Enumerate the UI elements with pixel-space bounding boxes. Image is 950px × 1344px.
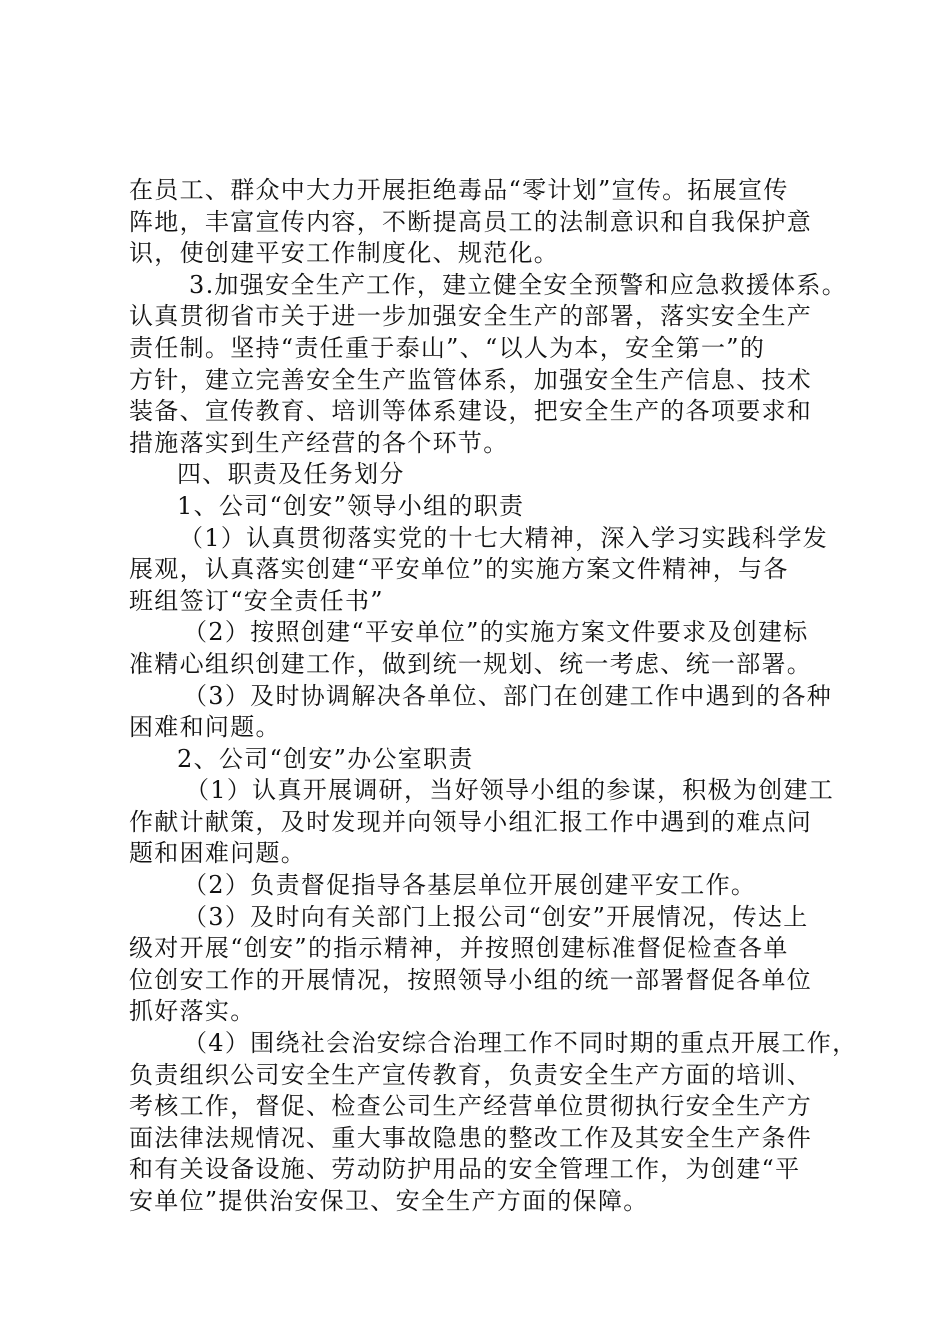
text-line: 面法律法规情况、重大事故隐患的整改工作及其安全生产条件 <box>129 1123 813 1152</box>
text-line: 责任制。坚持“责任重于泰山”、“以人为本，安全第一”的 <box>129 333 766 362</box>
list-item: （2）负责督促指导各基层单位开展创建平安工作。 <box>183 871 757 900</box>
text-line: 抓好落实。 <box>129 997 256 1026</box>
list-item: （3）及时协调解决各单位、部门在创建工作中遇到的各种 <box>183 681 833 710</box>
text-line: 识，使创建平安工作制度化、规范化。 <box>129 239 560 268</box>
text-line: 措施落实到生产经营的各个环节。 <box>129 428 509 457</box>
body-text <box>129 175 858 1218</box>
text-line: 展观，认真落实创建“平安单位”的实施方案文件精神，与各 <box>129 555 789 584</box>
list-item: （2）按照创建“平安单位”的实施方案文件要求及创建标 <box>183 618 809 647</box>
text-line: 困难和问题。 <box>129 713 281 742</box>
section-heading: 四、职责及任务划分 <box>177 460 405 489</box>
text-line: 装备、宣传教育、培训等体系建设，把安全生产的各项要求和 <box>129 397 813 426</box>
list-item: （1）认真贯彻落实党的十七大精神，深入学习实践科学发 <box>179 523 829 552</box>
text-line: 在员工、群众中大力开展拒绝毒品“零计划”宣传。拓展宣传 <box>129 176 789 204</box>
list-item: （3）及时向有关部门上报公司“创安”开展情况，传达上 <box>183 902 809 931</box>
subsection-heading: 2、公司“创安”办公室职责 <box>177 744 474 773</box>
text-line: 级对开展“创安”的指示精神，并按照创建标准督促检查各单 <box>129 934 789 963</box>
text-line: 认真贯彻省市关于进一步加强安全生产的部署，落实安全生产 <box>129 302 813 331</box>
text-line: 作献计献策，及时发现并向领导小组汇报工作中遇到的难点问 <box>129 807 813 836</box>
text-line: 安单位”提供治安保卫、安全生产方面的保障。 <box>129 1187 649 1215</box>
text-line: 考核工作，督促、检查公司生产经营单位贯彻执行安全生产方 <box>129 1092 813 1121</box>
text-line: 方针，建立完善安全生产监管体系，加强安全生产信息、技术 <box>129 365 813 394</box>
text-line: 负责组织公司安全生产宣传教育，负责安全生产方面的培训、 <box>129 1060 813 1089</box>
numbered-item-3: 3.加强安全生产工作，建立健全安全预警和应急救援体系。 <box>189 270 847 299</box>
list-item: （4）围绕社会治安综合治理工作不同时期的重点开展工作， <box>183 1029 858 1058</box>
text-line: 班组签订“安全责任书” <box>129 586 384 615</box>
text-line: 和有关设备设施、劳动防护用品的安全管理工作，为创建“平 <box>129 1155 801 1184</box>
text-line: 准精心组织创建工作，做到统一规划、统一考虑、统一部署。 <box>129 649 813 678</box>
text-line: 题和困难问题。 <box>129 839 307 868</box>
subsection-heading: 1、公司“创安”领导小组的职责 <box>177 491 525 520</box>
list-item: （1）认真开展调研，当好领导小组的参谋，积极为创建工 <box>185 776 835 805</box>
text-line: 阵地，丰富宣传内容，不断提高员工的法制意识和自我保护意 <box>129 207 813 236</box>
text-line: 位创安工作的开展情况，按照领导小组的统一部署督促各单位 <box>129 965 813 994</box>
